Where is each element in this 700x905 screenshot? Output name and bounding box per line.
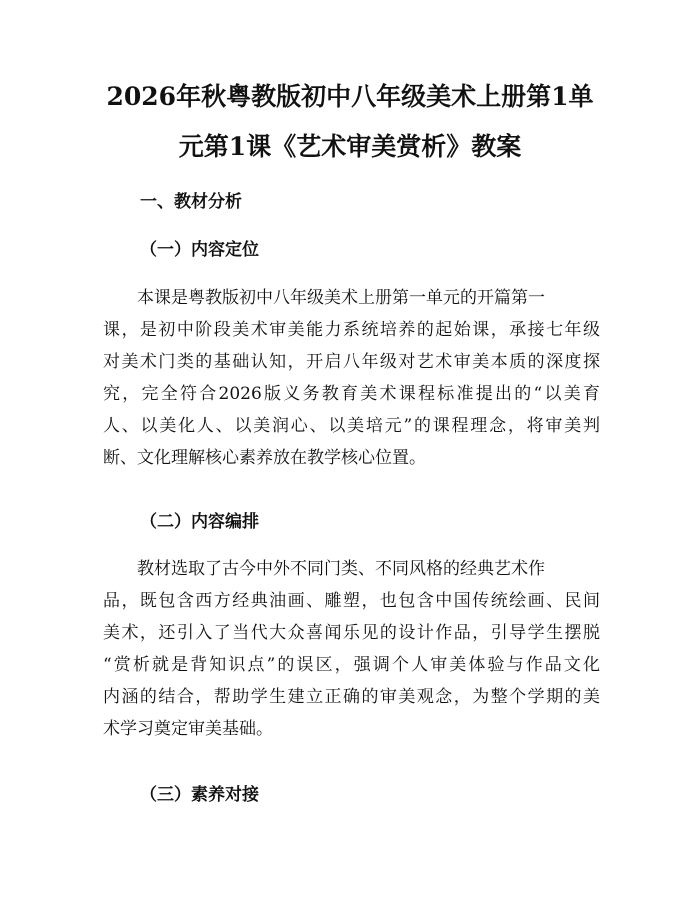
paragraph-line: 教材选取了古今中外不同门类、不同风格的经典艺术作 [137,559,545,579]
paragraph-content-positioning [103,282,600,474]
paragraph-line: 品，既包含西方经典油画、雕塑，也包含中国传统绘画、民间 [103,591,600,611]
paragraph-line: 课，是初中阶段美术审美能力系统培养的起始课，承接七年级 [103,320,600,340]
paragraph-line: 对美术门类的基础认知，开启八年级对艺术审美本质的深度探 [103,352,600,372]
paragraph-line: 美术，还引入了当代大众喜闻乐见的设计作品，引导学生摆脱 [103,623,600,643]
paragraph-line: 断、文化理解核心素养放在教学核心位置。 [103,448,426,468]
subsection-heading-literacy-alignment: （三）素养对接 [140,785,259,805]
paragraph-line: 术学习奠定审美基础。 [103,719,273,739]
section-heading-textbook-analysis: 一、教材分析 [140,192,242,212]
paragraph-line: 人、以美化人、以美润心、以美培元”的课程理念，将审美判 [103,416,600,436]
document-title-line-1: 2026年秋粤教版初中八年级美术上册第1单 [106,82,594,111]
paragraph-line: 究，完全符合2026版义务教育美术课程标准提出的“以美育 [103,384,600,404]
document-title-line-2: 元第1课《艺术审美赏析》教案 [178,132,522,161]
paragraph-line: “赏析就是背知识点”的误区，强调个人审美体验与作品文化 [103,655,600,675]
subsection-heading-content-arrangement: （二）内容编排 [140,512,259,532]
paragraph-line: 内涵的结合，帮助学生建立正确的审美观念，为整个学期的美 [103,687,600,707]
paragraph-content-arrangement [103,553,600,745]
paragraph-line: 本课是粤教版初中八年级美术上册第一单元的开篇第一 [137,288,545,308]
subsection-heading-content-positioning: （一）内容定位 [140,240,259,260]
